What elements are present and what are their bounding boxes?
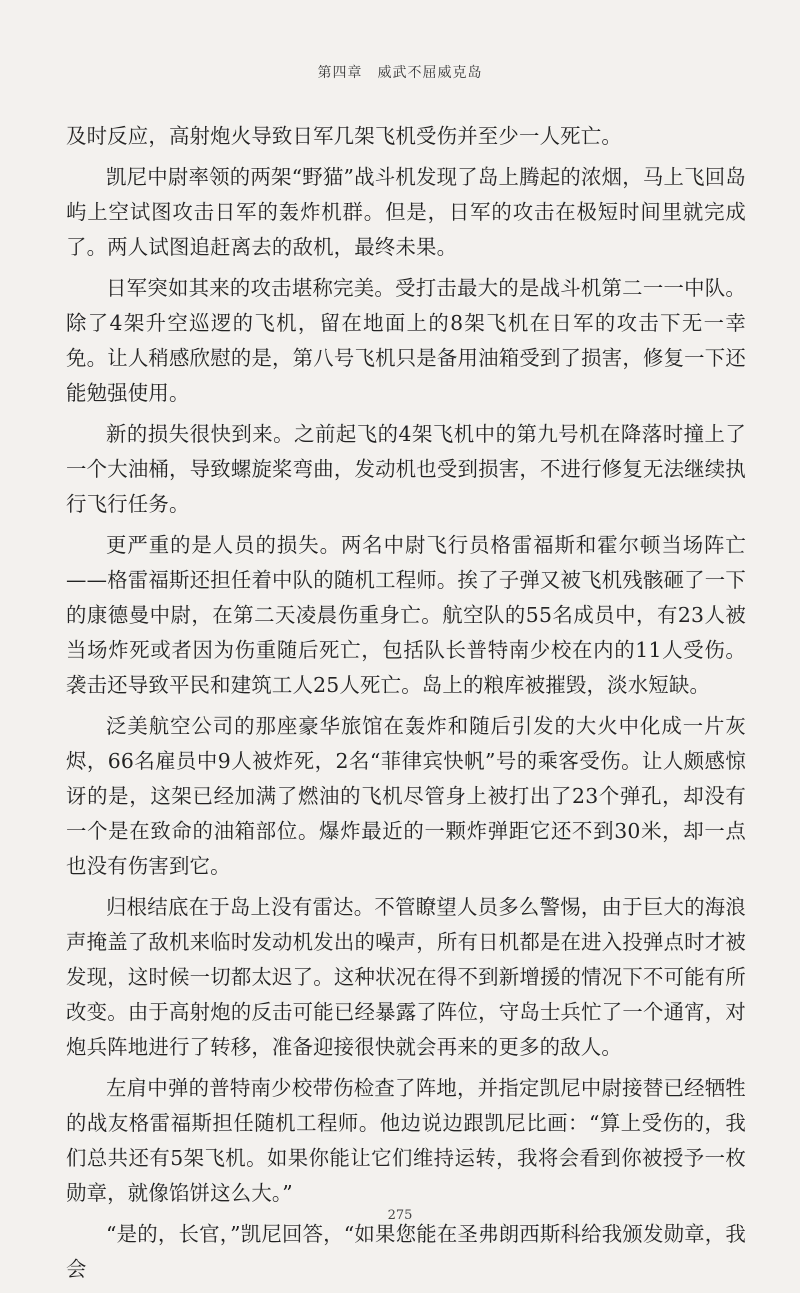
paragraph: 凯尼中尉率领的两架“野猫”战斗机发现了岛上腾起的浓烟，马上飞回岛屿上空试图攻击日军的轰炸机群。但是，日军的攻击在极短时间里就完成了。两人试图追赶离去的敌机，最终未果。 — [66, 165, 746, 259]
paragraph: “是的，长官，”凯尼回答，“如果您能在圣弗朗西斯科给我颁发勋章，我会 — [66, 1222, 746, 1281]
paragraph: 日军突如其来的攻击堪称完美。受打击最大的是战斗机第二一一中队。除了4架升空巡逻的飞机，留在地面上的8架飞机在日军的攻击下无一幸免。让人稍感欣慰的是，第八号飞机只是备用油箱受到了损害，修复一下还能勉强使用。 — [66, 276, 746, 405]
paragraph: 更严重的是人员的损失。两名中尉飞行员格雷福斯和霍尔顿当场阵亡——格雷福斯还担任着中队的随机工程师。挨了子弹又被飞机残骸砸了一下的康德曼中尉，在第二天凌晨伤重身亡。航空队的55名成员中，有23人被当场炸死或者因为伤重随后死亡，包括队长普特南少校在内的11人受伤。袭击还导致平民和建筑工人25人死亡。岛上的粮库被摧毁，淡水短缺。 — [66, 533, 746, 697]
paragraph: 归根结底在于岛上没有雷达。不管瞭望人员多么警惕，由于巨大的海浪声掩盖了敌机来临时发动机发出的噪声，所有日机都是在进入投弹点时才被发现，这时候一切都太迟了。这种状况在得不到新增援的情况下不可能有所改变。由于高射炮的反击可能已经暴露了阵位，守岛士兵忙了一个通宵，对炮兵阵地进行了转移，准备迎接很快就会再来的更多的敌人。 — [66, 895, 746, 1059]
paragraph: 及时反应，高射炮火导致日军几架飞机受伤并至少一人死亡。 — [66, 124, 622, 148]
page-number: 275 — [387, 1208, 413, 1223]
paragraph: 泛美航空公司的那座豪华旅馆在轰炸和随后引发的大火中化成一片灰烬，66名雇员中9人被炸死，2名“菲律宾快帆”号的乘客受伤。让人颇感惊讶的是，这架已经加满了燃油的飞机尽管身上被打出了23个弹孔，却没有一个是在致命的油箱部位。爆炸最近的一颗炸弹距它还不到30米，却一点也没有伤害到它。 — [66, 714, 746, 878]
paragraph: 新的损失很快到来。之前起飞的4架飞机中的第九号机在降落时撞上了一个大油桶，导致螺旋桨弯曲，发动机也受到损害，不进行修复无法继续执行飞行任务。 — [66, 422, 746, 516]
body-text — [66, 119, 746, 1293]
paragraph: 左肩中弹的普特南少校带伤检查了阵地，并指定凯尼中尉接替已经牺牲的战友格雷福斯担任随机工程师。他边说边跟凯尼比画：“算上受伤的，我们总共还有5架飞机。如果你能让它们维持运转，我将会看到你被授予一枚勋章，就像馅饼这么大。” — [66, 1076, 746, 1205]
running-header: 第四章 威武不屈威克岛 — [317, 65, 483, 81]
